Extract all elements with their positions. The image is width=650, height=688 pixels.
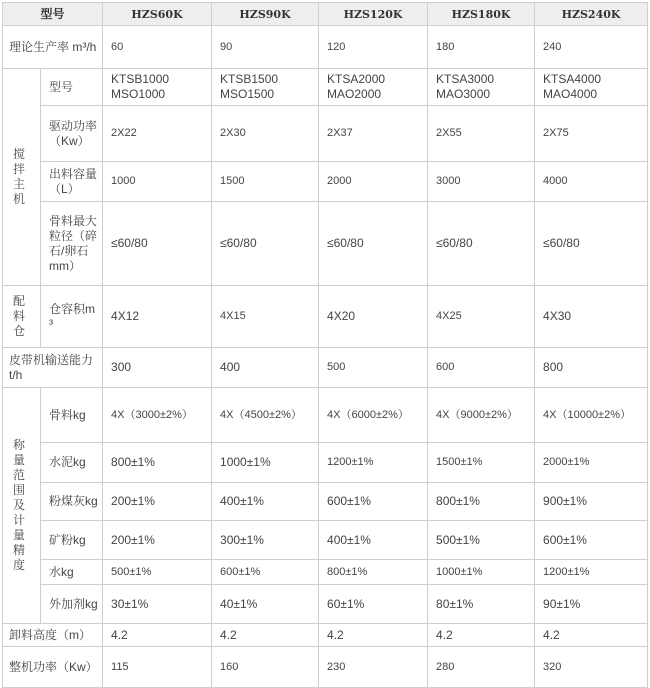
cell: 60	[103, 26, 212, 69]
group-label-mixer: 搅拌主机	[3, 69, 41, 286]
header-col: HZS240K	[535, 3, 648, 26]
cell: 4.2	[103, 624, 212, 647]
cell: 800±1%	[428, 483, 535, 521]
cell: KTSA2000 MAO2000	[319, 69, 428, 106]
table-row	[3, 388, 648, 443]
row-label-capacity: 理论生产率 m³/h	[3, 26, 103, 69]
cell: 200±1%	[103, 483, 212, 521]
header-col: HZS90K	[212, 3, 319, 26]
cell: 200±1%	[103, 521, 212, 560]
row-label: 骨料最大粒径（碎石/卵石mm）	[41, 202, 103, 286]
cell: 320	[535, 647, 648, 688]
row-label: 矿粉kg	[41, 521, 103, 560]
cell: 4X（9000±2%）	[428, 388, 535, 443]
row-label-total-power: 整机功率（Kw）	[3, 647, 103, 688]
cell: 600±1%	[319, 483, 428, 521]
row-label: 出料容量（L）	[41, 162, 103, 202]
cell: 300	[103, 348, 212, 388]
cell: 400±1%	[212, 483, 319, 521]
cell: 1200±1%	[319, 443, 428, 483]
cell: 1000	[103, 162, 212, 202]
cell: 3000	[428, 162, 535, 202]
table-row	[3, 624, 648, 647]
table-row	[3, 106, 648, 162]
cell: KTSA3000 MAO3000	[428, 69, 535, 106]
row-label-height: 卸料高度（m）	[3, 624, 103, 647]
cell: 600	[428, 348, 535, 388]
group-label-batching: 配料仓	[3, 286, 41, 348]
cell: ≤60/80	[212, 202, 319, 286]
cell: 1000±1%	[212, 443, 319, 483]
cell: 280	[428, 647, 535, 688]
header-col: HZS180K	[428, 3, 535, 26]
table-row	[3, 26, 648, 69]
cell: 4.2	[428, 624, 535, 647]
cell: 2X22	[103, 106, 212, 162]
row-label: 外加剂kg	[41, 585, 103, 624]
cell: 300±1%	[212, 521, 319, 560]
cell: 4X（6000±2%）	[319, 388, 428, 443]
group-label-weighing: 称量范围及计量精度	[3, 388, 41, 624]
cell: 600±1%	[535, 521, 648, 560]
cell: 4X（4500±2%）	[212, 388, 319, 443]
header-row	[3, 3, 648, 26]
cell: 1000±1%	[428, 560, 535, 585]
cell: 500±1%	[103, 560, 212, 585]
cell: 4.2	[535, 624, 648, 647]
row-label: 仓容积m³	[41, 286, 103, 348]
header-col: HZS120K	[319, 3, 428, 26]
cell: 4X（3000±2%）	[103, 388, 212, 443]
row-label: 骨料kg	[41, 388, 103, 443]
row-label: 型号	[41, 69, 103, 106]
cell: 4X25	[428, 286, 535, 348]
table-row	[3, 560, 648, 585]
table-row	[3, 162, 648, 202]
cell: 500±1%	[428, 521, 535, 560]
table-row	[3, 348, 648, 388]
cell: 800±1%	[103, 443, 212, 483]
cell: 40±1%	[212, 585, 319, 624]
cell: 90	[212, 26, 319, 69]
table-row	[3, 585, 648, 624]
header-col: HZS60K	[103, 3, 212, 26]
cell: 80±1%	[428, 585, 535, 624]
cell: 400±1%	[319, 521, 428, 560]
cell: 4X30	[535, 286, 648, 348]
table-row	[3, 483, 648, 521]
table-row	[3, 202, 648, 286]
cell: 1200±1%	[535, 560, 648, 585]
cell: 180	[428, 26, 535, 69]
cell: KTSB1500 MSO1500	[212, 69, 319, 106]
cell: 1500	[212, 162, 319, 202]
row-label: 驱动功率（Kw）	[41, 106, 103, 162]
cell: 600±1%	[212, 560, 319, 585]
cell: ≤60/80	[535, 202, 648, 286]
cell: KTSB1000 MSO1000	[103, 69, 212, 106]
cell: 4X20	[319, 286, 428, 348]
cell: ≤60/80	[103, 202, 212, 286]
cell: 2000	[319, 162, 428, 202]
cell: 400	[212, 348, 319, 388]
cell: 4X（10000±2%）	[535, 388, 648, 443]
row-label: 粉煤灰kg	[41, 483, 103, 521]
cell: 2X37	[319, 106, 428, 162]
cell: 115	[103, 647, 212, 688]
table-row	[3, 647, 648, 688]
cell: 4000	[535, 162, 648, 202]
spec-table	[2, 2, 648, 688]
table-row	[3, 286, 648, 348]
cell: 900±1%	[535, 483, 648, 521]
cell: 4X12	[103, 286, 212, 348]
cell: 4X15	[212, 286, 319, 348]
cell: 60±1%	[319, 585, 428, 624]
header-model: 型号	[3, 3, 103, 26]
cell: 4.2	[319, 624, 428, 647]
cell: 1500±1%	[428, 443, 535, 483]
cell: 800	[535, 348, 648, 388]
cell: 2X75	[535, 106, 648, 162]
cell: ≤60/80	[428, 202, 535, 286]
cell: 800±1%	[319, 560, 428, 585]
cell: ≤60/80	[319, 202, 428, 286]
cell: 230	[319, 647, 428, 688]
cell: 2X30	[212, 106, 319, 162]
cell: 500	[319, 348, 428, 388]
cell: 2000±1%	[535, 443, 648, 483]
table-row	[3, 521, 648, 560]
cell: 90±1%	[535, 585, 648, 624]
cell: 30±1%	[103, 585, 212, 624]
cell: KTSA4000 MAO4000	[535, 69, 648, 106]
cell: 240	[535, 26, 648, 69]
row-label: 水泥kg	[41, 443, 103, 483]
cell: 120	[319, 26, 428, 69]
table-row	[3, 443, 648, 483]
cell: 4.2	[212, 624, 319, 647]
row-label-conveyor: 皮带机输送能力 t/h	[3, 348, 103, 388]
cell: 2X55	[428, 106, 535, 162]
cell: 160	[212, 647, 319, 688]
table-row	[3, 69, 648, 106]
row-label: 水kg	[41, 560, 103, 585]
